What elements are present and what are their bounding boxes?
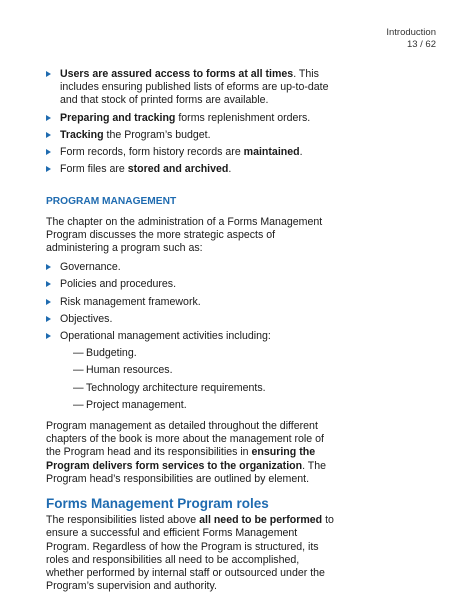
text-run: . <box>228 163 232 176</box>
bullet-text: Risk management framework. <box>60 295 201 308</box>
document-body <box>46 68 336 600</box>
sub-list-item <box>60 347 336 360</box>
bold-text-run: all need to be performed <box>199 514 323 527</box>
triangle-bullet-icon <box>46 71 51 77</box>
bullet-text: Governance. <box>60 261 121 274</box>
bullet-text <box>60 163 231 175</box>
program-management-closing <box>46 420 336 486</box>
dash-marker: — <box>73 347 84 360</box>
dash-marker: — <box>73 398 84 411</box>
triangle-bullet-icon <box>46 264 51 270</box>
program-management-heading: PROGRAM MANAGEMENT <box>46 196 177 208</box>
sub-item-text: Budgeting. <box>86 347 137 360</box>
list-item <box>46 261 336 274</box>
sub-item-text: Human resources. <box>86 364 173 377</box>
list-item <box>46 129 336 142</box>
header-section-title: Introduction <box>386 27 436 38</box>
dash-marker: — <box>73 364 84 377</box>
triangle-bullet-icon <box>46 333 51 339</box>
program-management-intro: The chapter on the administration of a Forms Management Program discusses the more strategic aspects of administering a program such as: <box>46 215 323 255</box>
bullet-text <box>60 129 211 141</box>
list-item <box>46 313 336 326</box>
bullet-text: Objectives. <box>60 312 113 325</box>
list-item <box>46 146 336 159</box>
bold-text-run: Users are assured access to forms at all times <box>60 68 294 80</box>
bold-text-run: Preparing and tracking <box>60 111 176 124</box>
list-item <box>46 278 336 291</box>
text-run: . The Program head’s responsibilities are outlined by element. <box>46 459 327 485</box>
triangle-bullet-icon <box>46 281 51 287</box>
sub-list-item <box>60 399 336 412</box>
list-item <box>46 296 336 309</box>
triangle-bullet-icon <box>46 149 51 155</box>
page-number: 13 / 62 <box>406 39 436 50</box>
text-run: . <box>299 146 303 159</box>
bold-text-run: maintained <box>243 146 300 159</box>
roles-paragraph <box>46 514 336 593</box>
page-header <box>386 27 436 51</box>
triangle-bullet-icon <box>46 132 51 138</box>
text-run: Program management as detailed throughout the different chapters of the book is more about the management role of the Program head and its responsibilities in <box>46 420 324 459</box>
bold-text-run: stored and archived <box>127 163 229 176</box>
program-management-list <box>46 261 336 412</box>
bullet-text <box>60 112 310 124</box>
text-run: to ensure a successful and efficient Forms Management Program. Regardless of how the Program is structured, its roles and responsibilities all need to be accomplished, whether performed by internal staff or outsourced under the Program’s supervision and authority. <box>46 514 334 593</box>
roles-heading: Forms Management Program roles <box>46 496 269 512</box>
sub-item-text: Technology architecture requirements. <box>86 381 266 394</box>
text-run: forms replenishment orders. <box>175 111 311 124</box>
bold-text-run: ensuring the Program delivers form services to the organization <box>46 446 316 472</box>
bullet-text <box>60 146 303 158</box>
bullet-text: Operational management activities including: <box>60 330 271 343</box>
text-run: The responsibilities listed above <box>46 514 200 527</box>
bullet-text: Policies and procedures. <box>60 278 177 291</box>
sub-list-item <box>60 382 336 395</box>
list-item <box>46 68 336 108</box>
sub-item-text: Project management. <box>86 398 187 411</box>
list-item <box>46 112 336 125</box>
text-run: . This includes ensuring published lists of eforms are up-to-date and that stock of printed forms are available. <box>60 68 329 107</box>
dash-marker: — <box>73 381 84 394</box>
operational-sub-list <box>60 347 336 412</box>
list-item <box>46 163 336 176</box>
triangle-bullet-icon <box>46 299 51 305</box>
top-bullet-list <box>46 68 336 176</box>
triangle-bullet-icon <box>46 316 51 322</box>
sub-list-item <box>60 364 336 377</box>
bold-text-run: Tracking <box>60 128 104 141</box>
bullet-text <box>60 68 329 106</box>
list-item <box>46 330 336 412</box>
text-run: the Program’s budget. <box>103 128 211 141</box>
text-run: Form records, form history records are <box>60 146 244 159</box>
text-run: Form files are <box>60 163 128 176</box>
triangle-bullet-icon <box>46 115 51 121</box>
triangle-bullet-icon <box>46 166 51 172</box>
